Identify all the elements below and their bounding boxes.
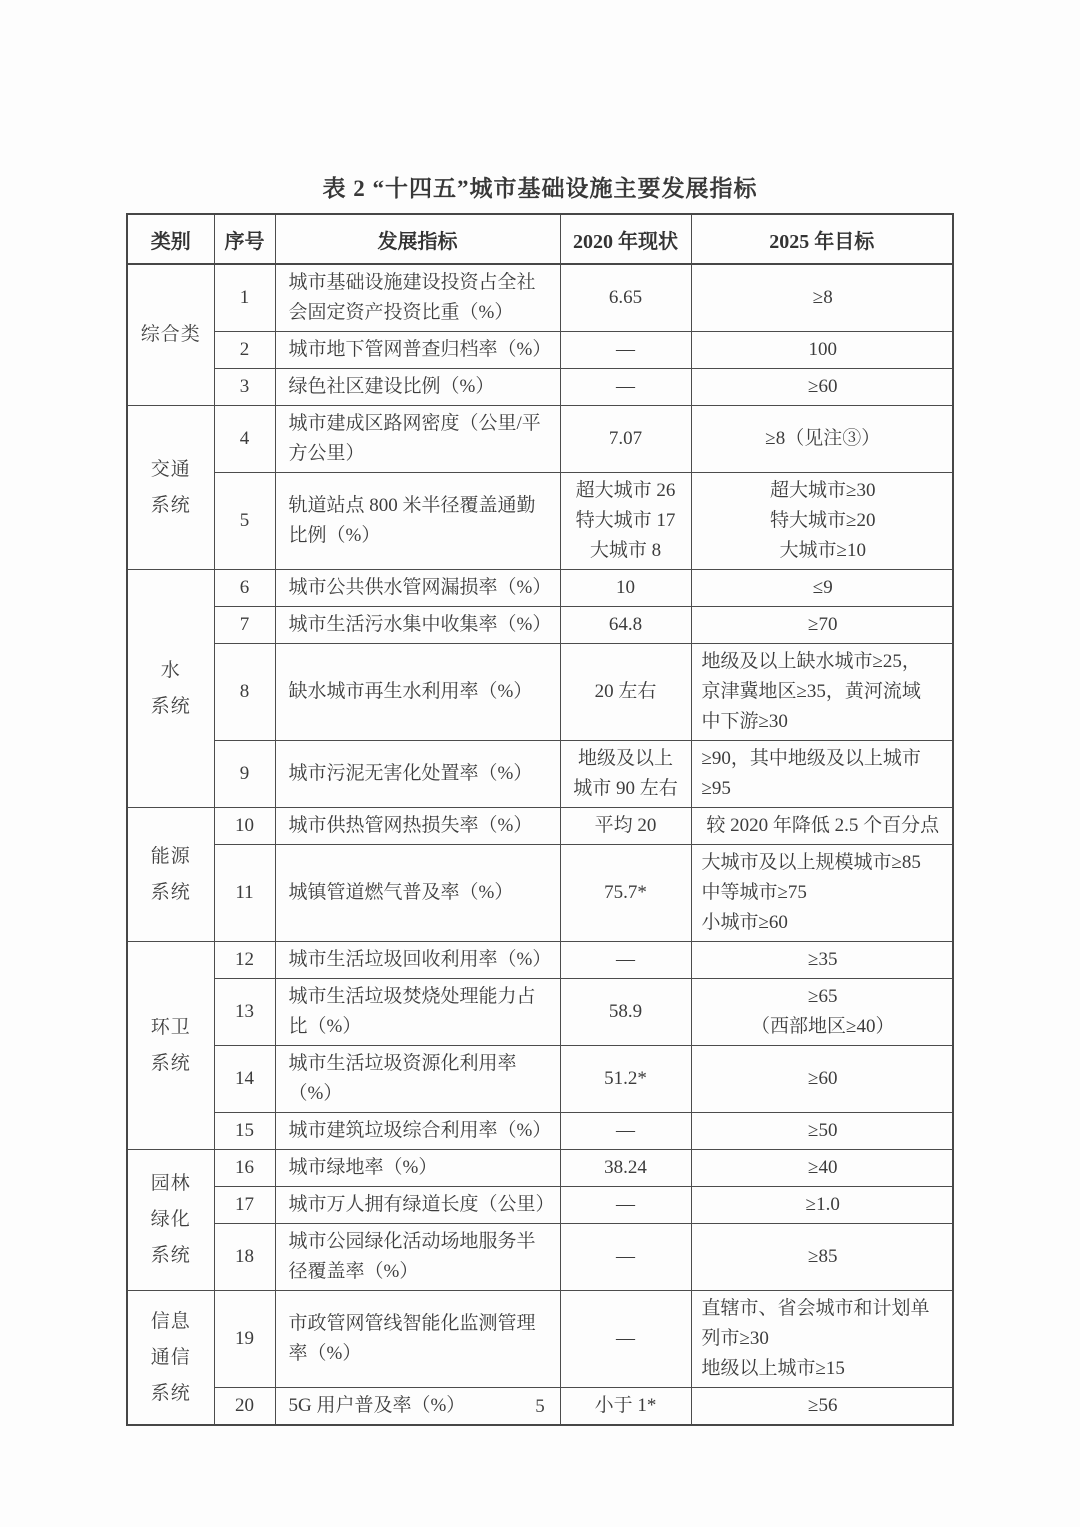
cell-line: 系统 xyxy=(150,494,191,516)
row-number-cell: 1 xyxy=(214,264,275,332)
cell-line: 100 xyxy=(808,339,837,360)
cell-line: 水 xyxy=(160,659,181,681)
indicator-cell xyxy=(275,644,560,741)
cell-line: 比（%） xyxy=(288,1016,362,1037)
cell-line: 会固定资产投资比重（%） xyxy=(288,302,514,323)
indicator-cell xyxy=(275,741,560,808)
cell-line: 特大城市 17 xyxy=(575,510,676,531)
cell-line: — xyxy=(616,1246,635,1267)
cell-line: 京津冀地区≥35，黄河流域 xyxy=(701,681,921,702)
target-2025-cell xyxy=(691,1224,953,1291)
row-number-cell: 19 xyxy=(214,1291,275,1388)
header-indicator: 发展指标 xyxy=(275,214,560,264)
category-cell xyxy=(127,570,214,808)
cell-line: 城市建成区路网密度（公里/平 xyxy=(288,413,541,434)
cell-line: 园林 xyxy=(150,1173,191,1194)
table-row xyxy=(127,1224,953,1291)
indicator-cell xyxy=(275,473,560,570)
cell-line: ≥50 xyxy=(808,1120,838,1141)
target-2025-cell xyxy=(691,264,953,332)
cell-line: 系统 xyxy=(150,695,191,717)
table-row xyxy=(127,1291,953,1388)
table-row xyxy=(127,607,953,644)
cell-line: 75.7* xyxy=(604,882,647,903)
cell-line: ≥70 xyxy=(808,614,838,635)
indicator-cell xyxy=(275,1224,560,1291)
row-number-cell: 9 xyxy=(214,741,275,808)
target-2025-cell xyxy=(691,942,953,979)
indicator-cell xyxy=(275,1187,560,1224)
cell-line: 城市万人拥有绿道长度（公里） xyxy=(288,1194,555,1215)
indicator-cell xyxy=(275,942,560,979)
indicator-cell xyxy=(275,607,560,644)
row-number-cell: 5 xyxy=(214,473,275,570)
page-number: 5 xyxy=(535,1396,545,1417)
cell-line: 51.2* xyxy=(604,1068,647,1089)
row-number-cell: 13 xyxy=(214,979,275,1046)
table-row xyxy=(127,979,953,1046)
cell-line: 城镇管道燃气普及率（%） xyxy=(288,882,514,903)
indicator-cell xyxy=(275,406,560,473)
cell-line: 能源 xyxy=(150,845,191,867)
status-2020-cell xyxy=(560,979,691,1046)
header-number: 序号 xyxy=(214,214,275,264)
row-number-cell: 8 xyxy=(214,644,275,741)
indicator-cell xyxy=(275,332,560,369)
table-row xyxy=(127,741,953,808)
cell-line: 轨道站点 800 米半径覆盖通勤 xyxy=(288,495,536,516)
header-target-2025: 2025 年目标 xyxy=(691,214,953,264)
status-2020-cell xyxy=(560,369,691,406)
cell-line: 10 xyxy=(616,577,635,598)
row-number-cell: 12 xyxy=(214,942,275,979)
cell-line: 交通 xyxy=(150,458,191,480)
cell-line: 小城市≥60 xyxy=(701,912,788,933)
status-2020-cell xyxy=(560,607,691,644)
cell-line: 大城市 8 xyxy=(589,540,662,561)
status-2020-cell xyxy=(560,570,691,607)
target-2025-cell xyxy=(691,1046,953,1113)
header-category: 类别 xyxy=(127,214,214,264)
cell-line: 中下游≥30 xyxy=(701,711,788,732)
table-row xyxy=(127,1150,953,1187)
target-2025-cell xyxy=(691,570,953,607)
indicator-cell xyxy=(275,264,560,332)
cell-line: ≤9 xyxy=(812,577,833,598)
table-row xyxy=(127,644,953,741)
row-number-cell: 11 xyxy=(214,845,275,942)
category-cell xyxy=(127,808,214,942)
cell-line: 地级以上城市≥15 xyxy=(701,1358,845,1379)
cell-line: （%） xyxy=(288,1083,343,1104)
cell-line: 20 左右 xyxy=(594,681,657,702)
cell-line: — xyxy=(616,1120,635,1141)
table-row xyxy=(127,1113,953,1150)
indicator-table xyxy=(126,213,954,1426)
target-2025-cell xyxy=(691,644,953,741)
row-number-cell: 14 xyxy=(214,1046,275,1113)
cell-line: 系统 xyxy=(150,1245,191,1266)
target-2025-cell xyxy=(691,808,953,845)
target-2025-cell xyxy=(691,406,953,473)
status-2020-cell xyxy=(560,264,691,332)
table-row xyxy=(127,570,953,607)
table-row xyxy=(127,808,953,845)
cell-line: 特大城市≥20 xyxy=(770,510,876,531)
cell-line: ≥60 xyxy=(808,1068,838,1089)
cell-line: 7.07 xyxy=(608,428,643,449)
target-2025-cell xyxy=(691,369,953,406)
cell-line: 38.24 xyxy=(604,1157,647,1178)
cell-line: 平均 20 xyxy=(594,815,657,836)
cell-line: 城市供热管网热损失率（%） xyxy=(288,815,533,836)
indicator-cell xyxy=(275,979,560,1046)
target-2025-cell xyxy=(691,473,953,570)
status-2020-cell xyxy=(560,845,691,942)
cell-line: ≥85 xyxy=(808,1246,838,1267)
cell-line: 城市地下管网普查归档率（%） xyxy=(288,339,552,360)
status-2020-cell xyxy=(560,332,691,369)
cell-line: 64.8 xyxy=(608,614,643,635)
table-title: 表 2 “十四五”城市基础设施主要发展指标 xyxy=(322,176,758,201)
cell-line: ≥90，其中地级及以上城市 xyxy=(701,748,921,769)
cell-line: ≥65 xyxy=(808,986,838,1007)
status-2020-cell xyxy=(560,406,691,473)
row-number-cell: 18 xyxy=(214,1224,275,1291)
cell-line: 系统 xyxy=(150,1382,191,1404)
row-number-cell: 6 xyxy=(214,570,275,607)
cell-line: 城市 90 左右 xyxy=(573,778,678,799)
indicator-cell xyxy=(275,1113,560,1150)
indicator-cell xyxy=(275,808,560,845)
cell-line: 58.9 xyxy=(608,1001,643,1022)
table-row xyxy=(127,473,953,570)
status-2020-cell xyxy=(560,644,691,741)
row-number-cell: 4 xyxy=(214,406,275,473)
cell-line: 比例（%） xyxy=(288,525,381,546)
row-number-cell: 20 xyxy=(214,1388,275,1426)
table-header-row xyxy=(127,214,953,264)
status-2020-cell xyxy=(560,808,691,845)
target-2025-cell xyxy=(691,741,953,808)
cell-line: 绿色社区建设比例（%） xyxy=(288,376,495,397)
table-row xyxy=(127,369,953,406)
row-number-cell: 17 xyxy=(214,1187,275,1224)
status-2020-cell xyxy=(560,1150,691,1187)
cell-line: 直辖市、省会城市和计划单 xyxy=(701,1298,930,1319)
status-2020-cell xyxy=(560,741,691,808)
cell-line: 城市生活污水集中收集率（%） xyxy=(288,614,552,635)
target-2025-cell xyxy=(691,1187,953,1224)
table-row xyxy=(127,264,953,332)
cell-line: 城市基础设施建设投资占全社 xyxy=(288,272,536,293)
cell-line: 超大城市 26 xyxy=(575,480,676,501)
cell-line: ≥8（见注③） xyxy=(765,428,881,449)
indicator-cell xyxy=(275,845,560,942)
cell-line: 列市≥30 xyxy=(701,1328,769,1349)
indicator-cell xyxy=(275,1150,560,1187)
cell-line: 率（%） xyxy=(288,1343,362,1364)
cell-line: 较 2020 年降低 2.5 个百分点 xyxy=(706,815,940,836)
cell-line: ≥1.0 xyxy=(805,1194,840,1215)
cell-line: （西部地区≥40） xyxy=(751,1016,895,1037)
cell-line: 环卫 xyxy=(150,1016,191,1038)
status-2020-cell xyxy=(560,1113,691,1150)
table-row xyxy=(127,332,953,369)
cell-line: 5G 用户普及率（%） xyxy=(288,1395,466,1416)
cell-line: 城市公园绿化活动场地服务半 xyxy=(288,1231,536,1252)
cell-line: 绿化 xyxy=(150,1209,191,1230)
row-number-cell: 16 xyxy=(214,1150,275,1187)
indicator-cell xyxy=(275,369,560,406)
cell-line: 小于 1* xyxy=(594,1395,657,1416)
indicator-cell xyxy=(275,570,560,607)
cell-line: ≥35 xyxy=(808,949,838,970)
target-2025-cell xyxy=(691,845,953,942)
table-row xyxy=(127,1046,953,1113)
row-number-cell: 3 xyxy=(214,369,275,406)
cell-line: 通信 xyxy=(150,1346,191,1368)
target-2025-cell xyxy=(691,332,953,369)
cell-line: ≥56 xyxy=(808,1395,838,1416)
status-2020-cell xyxy=(560,1187,691,1224)
table-row xyxy=(127,845,953,942)
status-2020-cell xyxy=(560,1224,691,1291)
target-2025-cell xyxy=(691,1150,953,1187)
cell-line: — xyxy=(616,376,635,397)
cell-line: 中等城市≥75 xyxy=(701,882,807,903)
table-row xyxy=(127,942,953,979)
category-cell xyxy=(127,1150,214,1291)
cell-line: — xyxy=(616,339,635,360)
cell-line: ≥60 xyxy=(808,376,838,397)
status-2020-cell xyxy=(560,1046,691,1113)
category-cell xyxy=(127,942,214,1150)
cell-line: 方公里） xyxy=(288,443,365,464)
cell-line: ≥40 xyxy=(808,1157,838,1178)
table-row xyxy=(127,1187,953,1224)
status-2020-cell xyxy=(560,473,691,570)
cell-line: 综合类 xyxy=(140,324,201,345)
indicator-cell xyxy=(275,1291,560,1388)
target-2025-cell xyxy=(691,979,953,1046)
row-number-cell: 10 xyxy=(214,808,275,845)
status-2020-cell xyxy=(560,1291,691,1388)
cell-line: 系统 xyxy=(150,881,191,903)
cell-line: 城市污泥无害化处置率（%） xyxy=(288,763,533,784)
cell-line: 大城市及以上规模城市≥85 xyxy=(701,852,921,873)
row-number-cell: 15 xyxy=(214,1113,275,1150)
cell-line: 信息 xyxy=(150,1310,191,1332)
cell-line: ≥95 xyxy=(701,778,731,799)
cell-line: 城市生活垃圾回收利用率（%） xyxy=(288,949,552,970)
cell-line: 城市生活垃圾焚烧处理能力占 xyxy=(288,986,536,1007)
cell-line: — xyxy=(616,949,635,970)
row-number-cell: 7 xyxy=(214,607,275,644)
target-2025-cell xyxy=(691,1291,953,1388)
table-row xyxy=(127,406,953,473)
cell-line: 城市生活垃圾资源化利用率 xyxy=(288,1053,517,1074)
category-cell xyxy=(127,264,214,406)
cell-line: 超大城市≥30 xyxy=(770,480,876,501)
category-cell xyxy=(127,406,214,570)
cell-line: 城市绿地率（%） xyxy=(288,1157,438,1178)
cell-line: 大城市≥10 xyxy=(779,540,866,561)
target-2025-cell xyxy=(691,607,953,644)
cell-line: 6.65 xyxy=(608,287,643,308)
cell-line: ≥8 xyxy=(812,287,833,308)
target-2025-cell xyxy=(691,1113,953,1150)
cell-line: 径覆盖率（%） xyxy=(288,1261,419,1282)
cell-line: 缺水城市再生水利用率（%） xyxy=(288,681,533,702)
indicator-cell xyxy=(275,1046,560,1113)
status-2020-cell xyxy=(560,942,691,979)
cell-line: — xyxy=(616,1194,635,1215)
cell-line: 系统 xyxy=(150,1052,191,1074)
cell-line: 市政管网管线智能化监测管理 xyxy=(288,1313,536,1334)
cell-line: 城市建筑垃圾综合利用率（%） xyxy=(288,1120,552,1141)
table-body xyxy=(127,264,953,1425)
cell-line: 地级及以上缺水城市≥25， xyxy=(701,651,921,672)
cell-line: 地级及以上 xyxy=(577,748,673,769)
cell-line: 城市公共供水管网漏损率（%） xyxy=(288,577,552,598)
header-status-2020: 2020 年现状 xyxy=(560,214,691,264)
row-number-cell: 2 xyxy=(214,332,275,369)
cell-line: — xyxy=(616,1328,635,1349)
